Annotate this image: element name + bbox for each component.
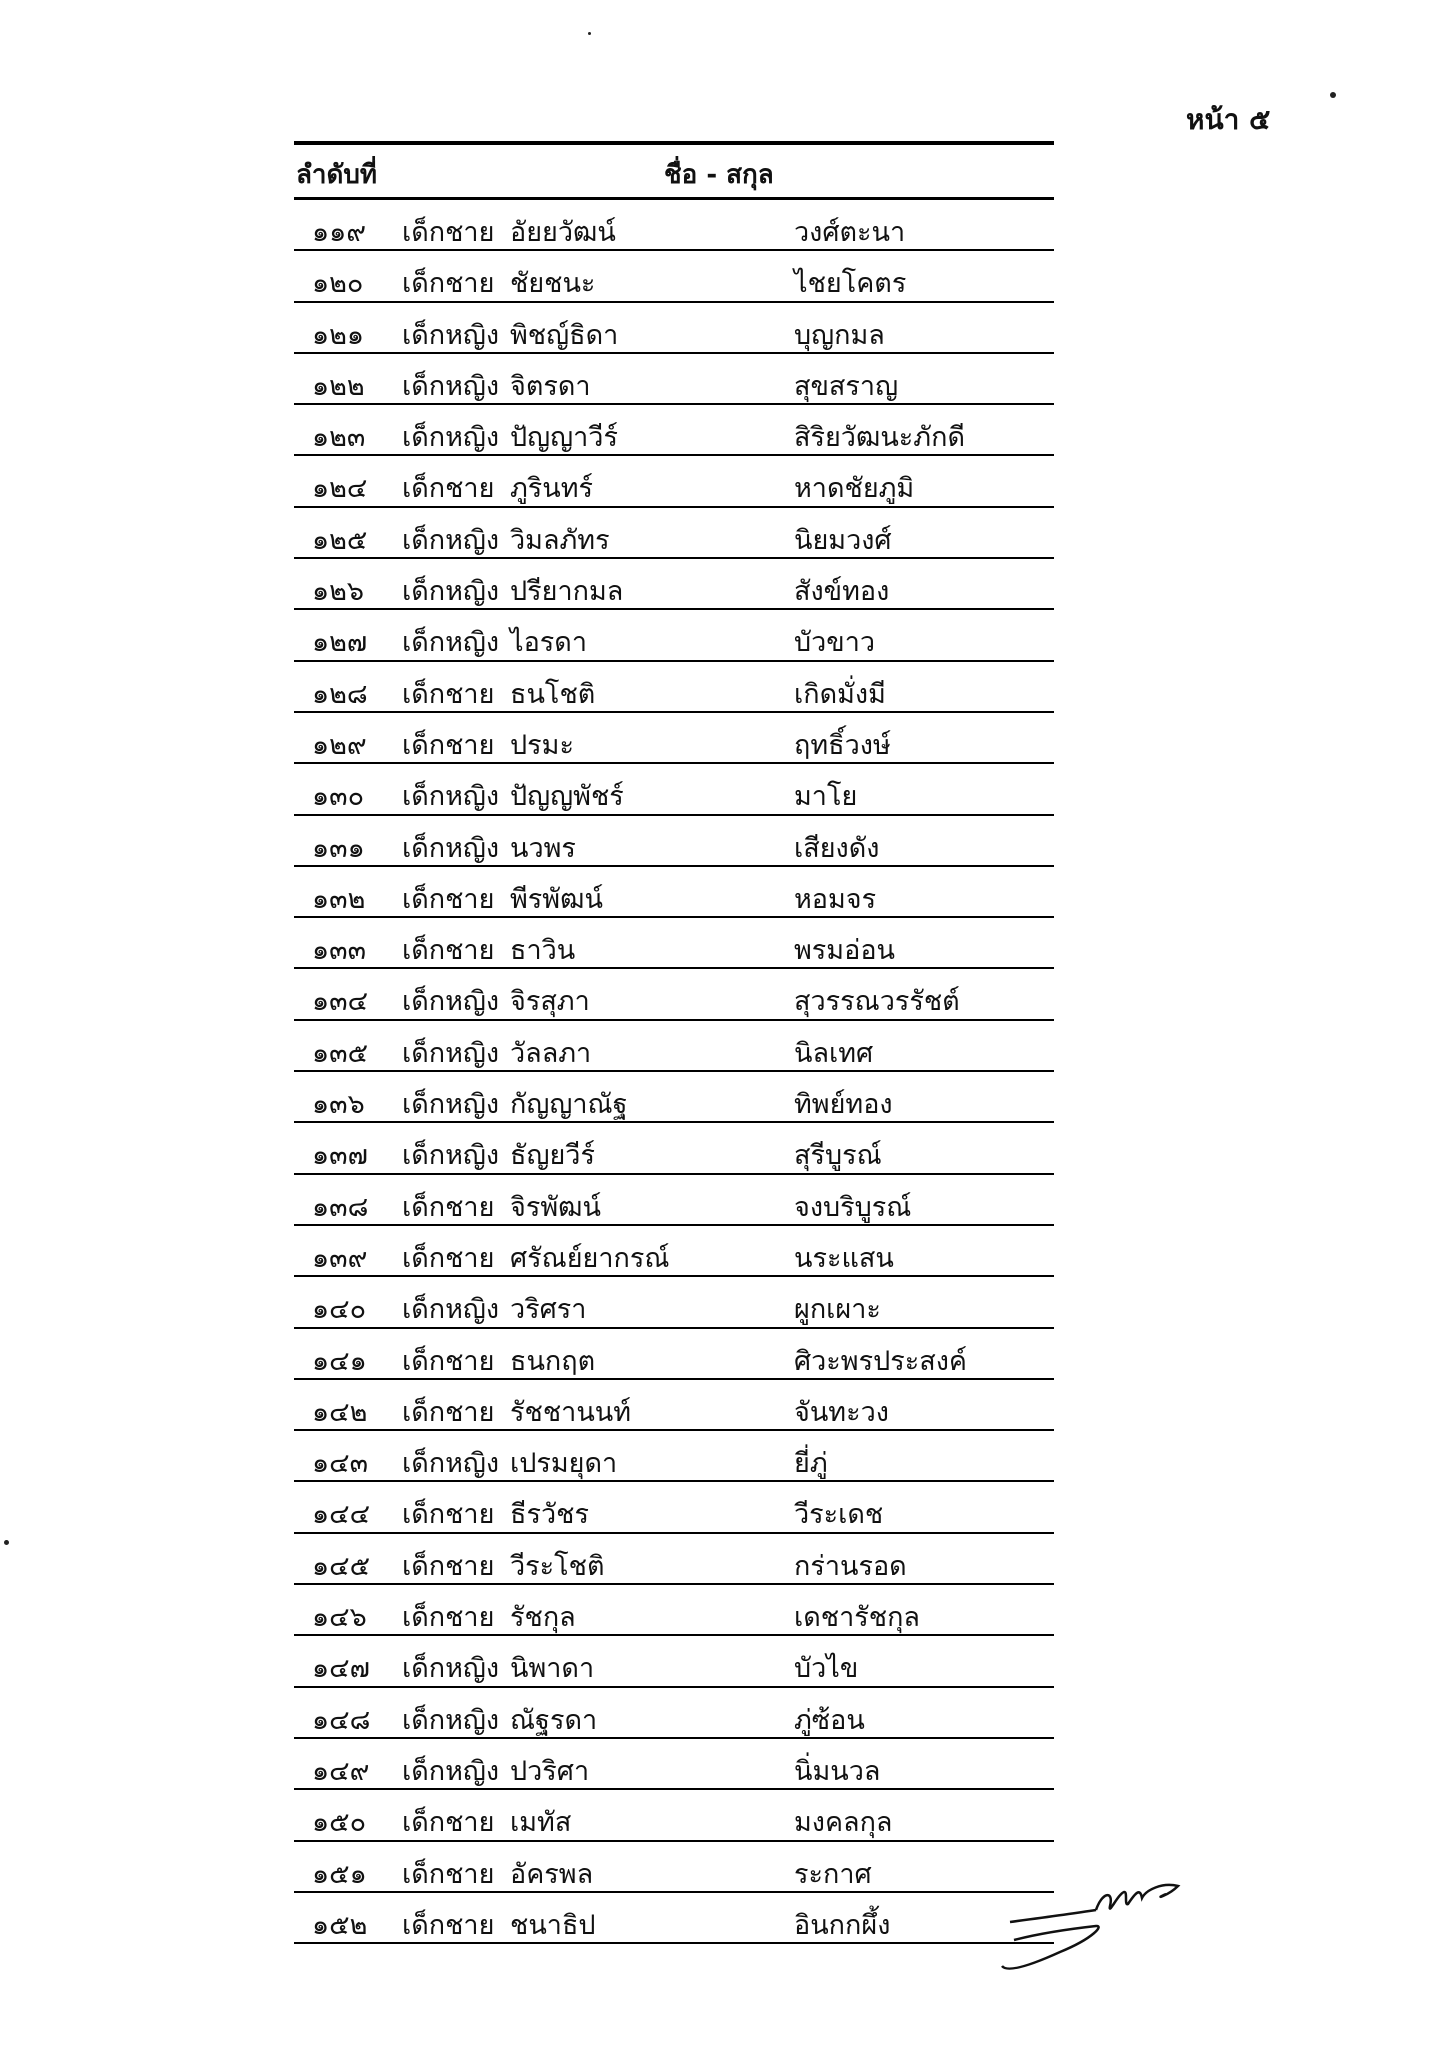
- row-title: เด็กชาย: [402, 678, 495, 710]
- row-title: เด็กหญิง: [402, 422, 500, 454]
- row-last-name: สุรีบูรณ์: [794, 1140, 882, 1172]
- table-row: [294, 1636, 1054, 1687]
- row-last-name: นิลเทศ: [794, 1037, 874, 1069]
- row-last-name: ทิพย์ทอง: [794, 1089, 893, 1121]
- header-name: ชื่อ - สกุล: [664, 160, 774, 190]
- row-title: เด็กหญิง: [402, 319, 500, 351]
- row-title: เด็กชาย: [402, 1602, 495, 1634]
- table-row: [294, 918, 1054, 969]
- row-index: ๑๓๖: [312, 1089, 365, 1121]
- row-last-name: ศิวะพรประสงค์: [794, 1345, 967, 1377]
- row-last-name: นิ่มนวล: [794, 1755, 881, 1787]
- row-index: ๑๔๑: [312, 1345, 367, 1377]
- row-title: เด็กหญิง: [402, 1140, 500, 1172]
- row-index: ๑๒๙: [312, 729, 367, 761]
- row-last-name: สุขสราญ: [794, 370, 899, 402]
- row-title: เด็กชาย: [402, 1191, 495, 1223]
- table-header: [294, 141, 1054, 200]
- row-last-name: เสียงดัง: [794, 832, 880, 864]
- row-index: ๑๒๒: [312, 370, 365, 402]
- row-first-name: ธัญยวีร์: [510, 1140, 595, 1172]
- row-first-name: ปัญญพัชร์: [510, 781, 624, 813]
- row-last-name: ยี่ภู่: [794, 1448, 828, 1480]
- row-last-name: พรมอ่อน: [794, 935, 895, 967]
- row-last-name: มงคลกุล: [794, 1807, 893, 1839]
- row-title: เด็กชาย: [402, 1807, 495, 1839]
- table-row: [294, 1380, 1054, 1431]
- row-last-name: เดชารัชกุล: [794, 1602, 920, 1634]
- row-last-name: หอมจร: [794, 883, 877, 915]
- row-index: ๑๓๙: [312, 1242, 368, 1274]
- row-index: ๑๓๘: [312, 1191, 369, 1223]
- table-row: [294, 1585, 1054, 1636]
- row-last-name: จันทะวง: [794, 1396, 889, 1428]
- table-row: [294, 251, 1054, 302]
- row-last-name: ฤทธิ์วงษ์: [794, 729, 891, 761]
- table-row: [294, 1893, 1054, 1944]
- row-first-name: ธนกฤต: [510, 1345, 596, 1377]
- row-title: เด็กชาย: [402, 1345, 495, 1377]
- row-title: เด็กหญิง: [402, 1448, 500, 1480]
- table-row: [294, 1739, 1054, 1790]
- row-index: ๑๒๐: [312, 268, 364, 300]
- page-number: หน้า ๕: [1186, 103, 1271, 136]
- row-first-name: ปรมะ: [510, 729, 574, 761]
- row-title: เด็กหญิง: [402, 1704, 500, 1736]
- row-title: เด็กหญิง: [402, 1653, 500, 1685]
- row-title: เด็กชาย: [402, 1499, 495, 1531]
- table-body: [294, 200, 1054, 1944]
- name-list-table: [294, 141, 1054, 1944]
- row-last-name: สุวรรณวรรัชต์: [794, 986, 960, 1018]
- table-row: [294, 354, 1054, 405]
- table-row: [294, 508, 1054, 559]
- table-row: [294, 1482, 1054, 1533]
- row-last-name: สิริยวัฒนะภักดี: [794, 422, 965, 454]
- row-index: ๑๔๐: [312, 1294, 367, 1326]
- row-first-name: นิพาดา: [510, 1653, 595, 1685]
- row-last-name: มาโย: [794, 781, 858, 813]
- row-last-name: เกิดมั่งมี: [794, 678, 886, 710]
- scan-speck: [588, 32, 591, 35]
- table-row: [294, 1842, 1054, 1893]
- row-first-name: เปรมยุดา: [510, 1448, 618, 1480]
- row-title: เด็กหญิง: [402, 781, 500, 813]
- row-first-name: ธาวิน: [510, 935, 576, 967]
- row-title: เด็กหญิง: [402, 1755, 500, 1787]
- table-row: [294, 1431, 1054, 1482]
- row-first-name: จิตรดา: [510, 370, 591, 402]
- row-title: เด็กชาย: [402, 217, 495, 248]
- row-first-name: รัชกุล: [510, 1602, 576, 1634]
- row-last-name: บุญกมล: [794, 319, 885, 351]
- row-index: ๑๕๑: [312, 1858, 367, 1890]
- row-last-name: ระกาศ: [794, 1858, 872, 1890]
- row-last-name: สังข์ทอง: [794, 576, 890, 608]
- row-last-name: จงบริบูรณ์: [794, 1191, 912, 1223]
- row-last-name: นระแสน: [794, 1242, 894, 1274]
- row-index: ๑๒๖: [312, 576, 365, 608]
- row-title: เด็กหญิง: [402, 1294, 500, 1326]
- header-index: ลำดับที่: [296, 160, 378, 190]
- row-first-name: วริศรา: [510, 1294, 587, 1326]
- row-first-name: พิชญ์ธิดา: [510, 319, 619, 351]
- row-first-name: ปวริศา: [510, 1755, 590, 1787]
- row-first-name: อัยยวัฒน์: [510, 217, 616, 248]
- row-first-name: ณัฐรดา: [510, 1704, 598, 1736]
- table-row: [294, 610, 1054, 661]
- row-last-name: วงศ์ตะนา: [794, 217, 906, 248]
- row-index: ๑๔๒: [312, 1396, 368, 1428]
- row-last-name: ผูกเผาะ: [794, 1294, 881, 1326]
- row-title: เด็กชาย: [402, 729, 495, 761]
- row-index: ๑๕๒: [312, 1909, 368, 1941]
- row-title: เด็กหญิง: [402, 370, 500, 402]
- row-first-name: จิรสุภา: [510, 986, 590, 1018]
- table-row: [294, 405, 1054, 456]
- row-title: เด็กหญิง: [402, 524, 500, 556]
- row-index: ๑๒๑: [312, 319, 365, 351]
- table-row: [294, 1072, 1054, 1123]
- row-title: เด็กหญิง: [402, 576, 500, 608]
- row-index: ๑๓๕: [312, 1037, 369, 1069]
- row-first-name: ปัญญาวีร์: [510, 422, 618, 454]
- row-title: เด็กชาย: [402, 1242, 495, 1274]
- table-row: [294, 1175, 1054, 1226]
- row-first-name: พีรพัฒน์: [510, 883, 603, 915]
- row-title: เด็กชาย: [402, 473, 495, 505]
- row-title: เด็กชาย: [402, 1550, 495, 1582]
- row-index: ๑๒๔: [312, 473, 368, 505]
- row-title: เด็กชาย: [402, 883, 495, 915]
- row-title: เด็กชาย: [402, 935, 495, 967]
- row-title: เด็กชาย: [402, 1909, 495, 1941]
- row-first-name: จิรพัฒน์: [510, 1191, 601, 1223]
- table-row: [294, 1688, 1054, 1739]
- table-row: [294, 867, 1054, 918]
- table-row: [294, 969, 1054, 1020]
- row-index: ๑๔๘: [312, 1704, 371, 1736]
- row-title: เด็กหญิง: [402, 627, 500, 659]
- table-row: [294, 1123, 1054, 1174]
- row-title: เด็กชาย: [402, 268, 495, 300]
- row-title: เด็กชาย: [402, 1858, 495, 1890]
- row-title: เด็กหญิง: [402, 986, 500, 1018]
- row-index: ๑๓๔: [312, 986, 369, 1018]
- signature-icon: [1000, 1870, 1200, 1980]
- table-row: [294, 713, 1054, 764]
- row-first-name: ศรัณย์ยากรณ์: [510, 1242, 670, 1274]
- row-index: ๑๔๓: [312, 1448, 369, 1480]
- row-last-name: นิยมวงศ์: [794, 524, 892, 556]
- row-first-name: ชัยชนะ: [510, 268, 596, 300]
- table-row: [294, 1021, 1054, 1072]
- row-last-name: หาดชัยภูมิ: [794, 473, 915, 505]
- row-index: ๑๓๗: [312, 1140, 368, 1172]
- row-last-name: บัวไข: [794, 1653, 859, 1685]
- row-first-name: ไอรดา: [510, 627, 587, 659]
- row-index: ๑๔๕: [312, 1550, 371, 1582]
- row-index: ๑๓๓: [312, 935, 367, 967]
- table-row: [294, 200, 1054, 251]
- row-first-name: อัครพล: [510, 1858, 594, 1890]
- row-index: ๑๑๙: [312, 217, 367, 248]
- row-first-name: วีระโชติ: [510, 1550, 605, 1582]
- row-first-name: ธนโชติ: [510, 678, 596, 710]
- row-index: ๑๒๕: [312, 524, 368, 556]
- table-row: [294, 662, 1054, 713]
- row-last-name: ภู่ซ้อน: [794, 1704, 865, 1736]
- table-row: [294, 559, 1054, 610]
- row-first-name: กัญญาณัฐ: [510, 1089, 628, 1121]
- row-first-name: เมทัส: [510, 1807, 572, 1839]
- row-last-name: บัวขาว: [794, 627, 876, 659]
- table-row: [294, 1790, 1054, 1841]
- row-first-name: ภูรินทร์: [510, 473, 594, 505]
- row-title: เด็กชาย: [402, 1396, 495, 1428]
- row-index: ๑๒๗: [312, 627, 368, 659]
- row-index: ๑๔๔: [312, 1499, 371, 1531]
- table-row: [294, 1226, 1054, 1277]
- row-index: ๑๓๒: [312, 883, 366, 915]
- row-last-name: ไชยโคตร: [794, 268, 907, 300]
- row-first-name: ธีรวัชร: [510, 1499, 589, 1531]
- table-row: [294, 303, 1054, 354]
- row-first-name: รัชชานนท์: [510, 1396, 632, 1428]
- table-row: [294, 764, 1054, 815]
- row-index: ๑๒๓: [312, 422, 366, 454]
- table-row: [294, 1277, 1054, 1328]
- row-last-name: กร่านรอด: [794, 1550, 907, 1582]
- row-first-name: วัลลภา: [510, 1037, 592, 1069]
- table-row: [294, 816, 1054, 867]
- row-title: เด็กหญิง: [402, 1089, 500, 1121]
- scan-speck: [4, 1540, 9, 1545]
- row-last-name: วีระเดช: [794, 1499, 884, 1531]
- row-index: ๑๓๐: [312, 781, 365, 813]
- row-index: ๑๒๘: [312, 678, 368, 710]
- row-index: ๑๔๙: [312, 1755, 370, 1787]
- row-last-name: อินกกผึ้ง: [794, 1909, 891, 1941]
- row-first-name: วิมลภัทร: [510, 524, 610, 556]
- row-first-name: ชนาธิป: [510, 1909, 596, 1941]
- table-row: [294, 1534, 1054, 1585]
- row-index: ๑๔๖: [312, 1602, 367, 1634]
- row-first-name: นวพร: [510, 832, 576, 864]
- row-first-name: ปรียากมล: [510, 576, 624, 608]
- table-row: [294, 456, 1054, 507]
- row-index: ๑๕๐: [312, 1807, 367, 1839]
- row-index: ๑๔๗: [312, 1653, 370, 1685]
- table-row: [294, 1329, 1054, 1380]
- row-title: เด็กหญิง: [402, 1037, 500, 1069]
- row-index: ๑๓๑: [312, 832, 365, 864]
- scan-speck: [1330, 92, 1336, 98]
- row-title: เด็กหญิง: [402, 832, 500, 864]
